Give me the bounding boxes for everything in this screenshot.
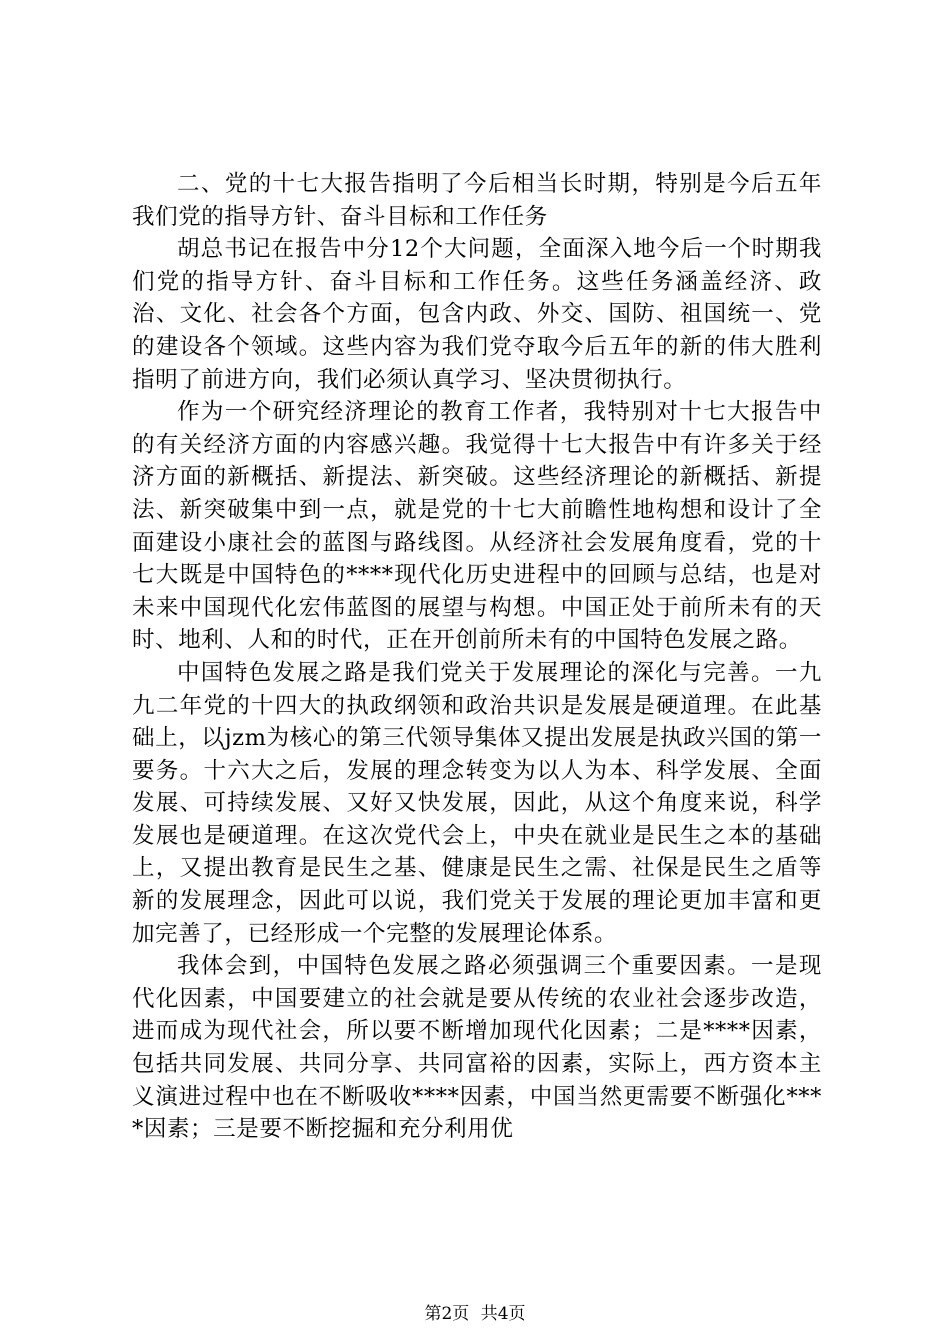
- page-footer: [0, 1303, 950, 1325]
- heading-paragraph: 二、党的十七大报告指明了今后相当长时期，特别是今后五年我们党的指导方针、奋斗目标和工作任务: [132, 171, 822, 230]
- body-paragraph: 中国特色发展之路是我们党关于发展理论的深化与完善。一九九二年党的十四大的执政纲领和政治共识是发展是硬道理。在此基础上，以jzm为核心的第三代领导集体又提出发展是执政兴国的第一要务。十六大之后，发展的理念转变为以人为本、科学发展、全面发展、可持续发展、又好又快发展，因此，从这个角度来说，科学发展也是硬道理。在这次党代会上，中央在就业是民生之本的基础上，又提出教育是民生之基、健康是民生之需、社保是民生之盾等新的发展理念，因此可以说，我们党关于发展的理论更加丰富和更加完善了，已经形成一个完整的发展理论体系。: [132, 659, 822, 947]
- body-paragraph: 我体会到，中国特色发展之路必须强调三个重要因素。一是现代化因素，中国要建立的社会就是要从传统的农业社会逐步改造，进而成为现代社会，所以要不断增加现代化因素；二是****因素，包括共同发展、共同分享、共同富裕的因素，实际上，西方资本主义演进过程中也在不断吸收****因素，中国当然更需要不断强化****因素；三是要不断挖掘和充分利用优: [132, 953, 822, 1143]
- page-number: 第2页: [424, 1304, 470, 1324]
- body-paragraph: 作为一个研究经济理论的教育工作者，我特别对十七大报告中的有关经济方面的内容感兴趣。我觉得十七大报告中有许多关于经济方面的新概括、新提法、新突破。这些经济理论的新概括、新提法、新突破集中到一点，就是党的十七大前瞻性地构想和设计了全面建设小康社会的蓝图与路线图。从经济社会发展角度看，党的十七大既是中国特色的****现代化历史进程中的回顾与总结，也是对未来中国现代化宏伟蓝图的展望与构想。中国正处于前所未有的天时、地利、人和的时代，正在开创前所未有的中国特色发展之路。: [132, 399, 822, 654]
- document-body: [132, 168, 822, 1146]
- body-paragraph: 胡总书记在报告中分12个大问题，全面深入地今后一个时期我们党的指导方针、奋斗目标和工作任务。这些任务涵盖经济、政治、文化、社会各个方面，包含内政、外交、国防、祖国统一、党的建设各个领域。这些内容为我们党夺取今后五年的新的伟大胜利指明了前进方向，我们必须认真学习、坚决贯彻执行。: [132, 236, 822, 393]
- page-total: 共4页: [480, 1304, 526, 1324]
